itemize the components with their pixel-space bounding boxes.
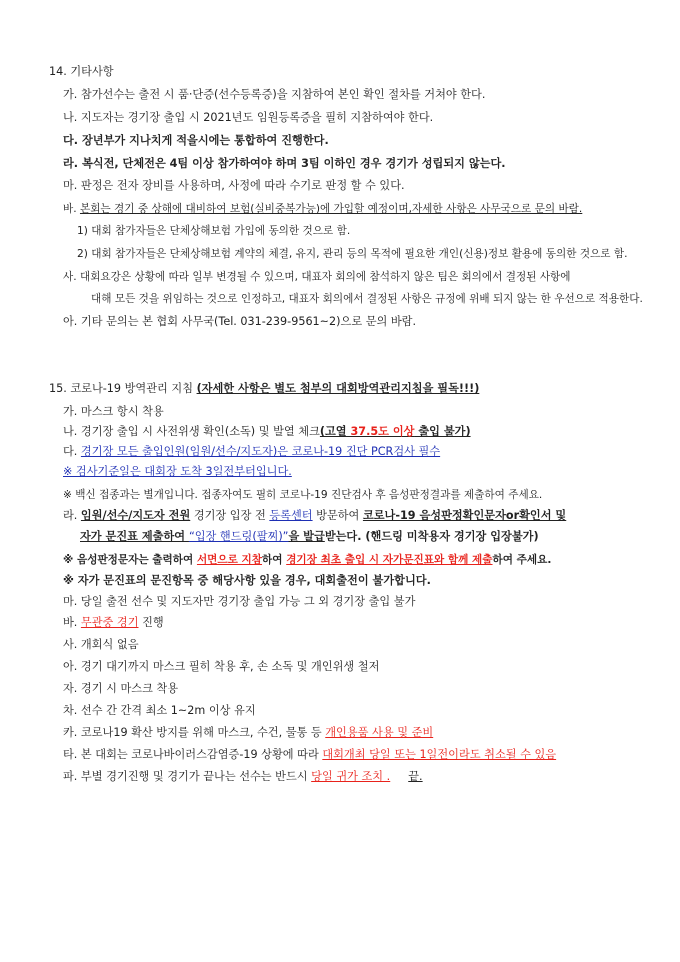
sec14-item-ra: 라. 복식전, 단체전은 4팀 이상 참가하여야 하며 3팀 이하인 경우 경기가 성립되지 않는다. [63,157,506,170]
sec14-item-sa-line2: 대해 모든 것을 위임하는 것으로 인정하고, 대표자 회의에서 결정된 사항은 규정에 위배 되지 않는 한 우선으로 적용한다. [91,293,643,305]
sec15-da-pcr: 경기장 모든 출입인원(임원/선수/지도자)은 코로나-19 진단 PCR검사 필수 [80,445,441,458]
sec15-ta-prefix: 타. 본 대회는 코로나바이러스감염증-19 상황에 따라 [63,748,323,761]
sec15-heading-text: 15. 코로나-19 방역관리 지침 [49,382,197,395]
sec15-note3-written: 서면으로 지참 [196,554,263,566]
sec15-pa-end: 끝. [408,770,423,783]
sec15-na-fever [320,425,471,438]
sec15-note3-b: 하여 [262,554,287,566]
sec15-note3-c: 하여 주세요. [492,554,552,566]
sec15-ba-prefix: 바. [63,616,81,629]
sec15-item-ka [63,725,433,741]
sec15-item-ra-line1 [63,508,566,524]
sec15-na-fever-temp: 37.5도 이상 [350,425,415,438]
sec15-ra-mid2: 방문하여 [312,509,363,522]
sec14-item-da: 다. 장년부가 지나치게 적을시에는 통합하여 진행한다. [63,134,329,147]
sec15-item-a: 아. 경기 대기까지 마스크 필히 착용 후, 손 소독 및 개인위생 철저 [63,660,380,673]
sec15-ba-rest: 진행 [138,616,164,629]
sec15-ra-rest: 받는다. (핸드링 미착용자 경기장 입장불가) [324,530,539,543]
sec14-ba-sub-1: 1) 대회 참가자들은 단체상해보험 가입에 동의한 것으로 함. [77,225,351,237]
sec15-item-ba [63,615,164,631]
sec15-item-sa: 사. 개회식 없음 [63,638,139,651]
sec15-heading-note: (자세한 사항은 별도 첨부의 대회방역관리지침을 필독!!!) [196,382,480,395]
sec15-note-selfcheck: ※ 자가 문진표의 문진항목 중 해당사항 있을 경우, 대회출전이 불가합니다. [63,574,431,587]
sec15-ra-docs: 코로나-19 음성판정확인문자or확인서 및 [362,509,567,522]
sec14-item-ba [63,201,582,217]
sec15-item-ma: 마. 당일 출전 선수 및 지도자만 경기장 출입 가능 그 외 경기장 출입 불가 [63,595,416,608]
sec15-na-prefix: 나. 경기장 출입 시 사전위생 확인(소독) 및 발열 체크 [63,425,320,438]
sec15-ba-no-audience: 무관중 경기 [80,616,139,629]
sec15-item-pa [63,769,423,785]
sec14-item-sa-line1: 사. 대회요강은 상황에 따라 일부 변경될 수 있으며, 대표자 회의에 참석하지 않은 팀은 회의에서 결정된 사항에 [63,271,571,283]
sec15-item-da [63,444,440,460]
sec14-ba-sub-2: 2) 대회 참가자들은 단체상해보험 계약의 체결, 유지, 관리 등의 목적에 필요한 개인(신용)정보 활용에 동의한 것으로 함. [77,248,628,260]
sec15-ka-prefix: 카. 코로나19 확산 방지를 위해 마스크, 수건, 물통 등 [63,726,326,739]
sec14-item-ma: 마. 판정은 전자 장비를 사용하며, 사정에 따라 수기로 판정 할 수 있다. [63,179,405,192]
section-15-heading [49,381,479,397]
sec15-ta-cancel: 대회개최 당일 또는 1일전이라도 취소될 수 있음 [322,748,557,761]
sec15-note-test-date: ※ 검사기준일은 대회장 도착 3일전부터입니다. [63,465,292,478]
sec15-ka-personal: 개인용품 사용 및 준비 [325,726,434,739]
sec15-item-ta [63,747,556,763]
sec15-note-vaccine: ※ 백신 접종과는 별개입니다. 접종자여도 필히 코로나-19 진단검사 후 음성판정결과를 제출하여 주세요. [63,489,543,501]
section-14-heading: 14. 기타사항 [49,65,114,78]
sec15-na-fever-b: 출입 불가) [414,425,471,438]
sec15-ra-selfcheck: 자가 문진표 제출하여 [80,530,189,543]
sec15-note3-a: ※ 음성판정문자는 출력하여 [63,554,197,566]
sec15-note-result-print [63,552,551,568]
sec15-ra-wristband: “입장 핸드링(팔찌)” [188,530,289,543]
sec15-item-cha: 차. 선수 간 간격 최소 1~2m 이상 유지 [63,704,256,717]
sec14-item-ga: 가. 참가선수는 출전 시 품·단증(선수등록증)을 지참하여 본인 확인 절차를 거쳐야 한다. [63,88,486,101]
sec14-ba-text: 본회는 경기 중 상해에 대비하여 보험(실비중복가능)에 가입할 예정이며,자세한 사항은 사무국으로 문의 바람. [79,203,583,215]
sec14-item-a: 아. 기타 문의는 본 협회 사무국(Tel. 031-239-9561~2)으로 문의 바람. [63,315,417,328]
sec15-ra-staff: 임원/선수/지도자 전원 [80,509,191,522]
sec15-item-ja: 자. 경기 시 마스크 착용 [63,682,179,695]
sec15-ra-prefix: 라. [63,509,81,522]
sec14-item-na: 나. 지도자는 경기장 출입 시 2021년도 임원등록증을 필히 지참하여야 한다. [63,111,434,124]
sec15-item-na [63,424,471,440]
sec15-pa-home: 당일 귀가 조치 . [311,770,391,783]
sec15-ra-center: 등록센터 [269,509,313,522]
sec15-pa-prefix: 파. 부별 경기진행 및 경기가 끝나는 선수는 반드시 [63,770,312,783]
sec15-ra-mid1: 경기장 입장 전 [190,509,270,522]
sec15-na-fever-a: (고열 [319,425,351,438]
sec15-note3-submit: 경기장 최초 출입 시 자가문진표와 함께 제출 [286,554,493,566]
sec15-da-prefix: 다. [63,445,81,458]
sec15-ra-issue: 을 발급 [288,530,325,543]
sec15-item-ga: 가. 마스크 항시 착용 [63,405,164,418]
sec14-ba-prefix: 바. [63,203,80,215]
sec15-item-ra-line2 [80,529,539,545]
